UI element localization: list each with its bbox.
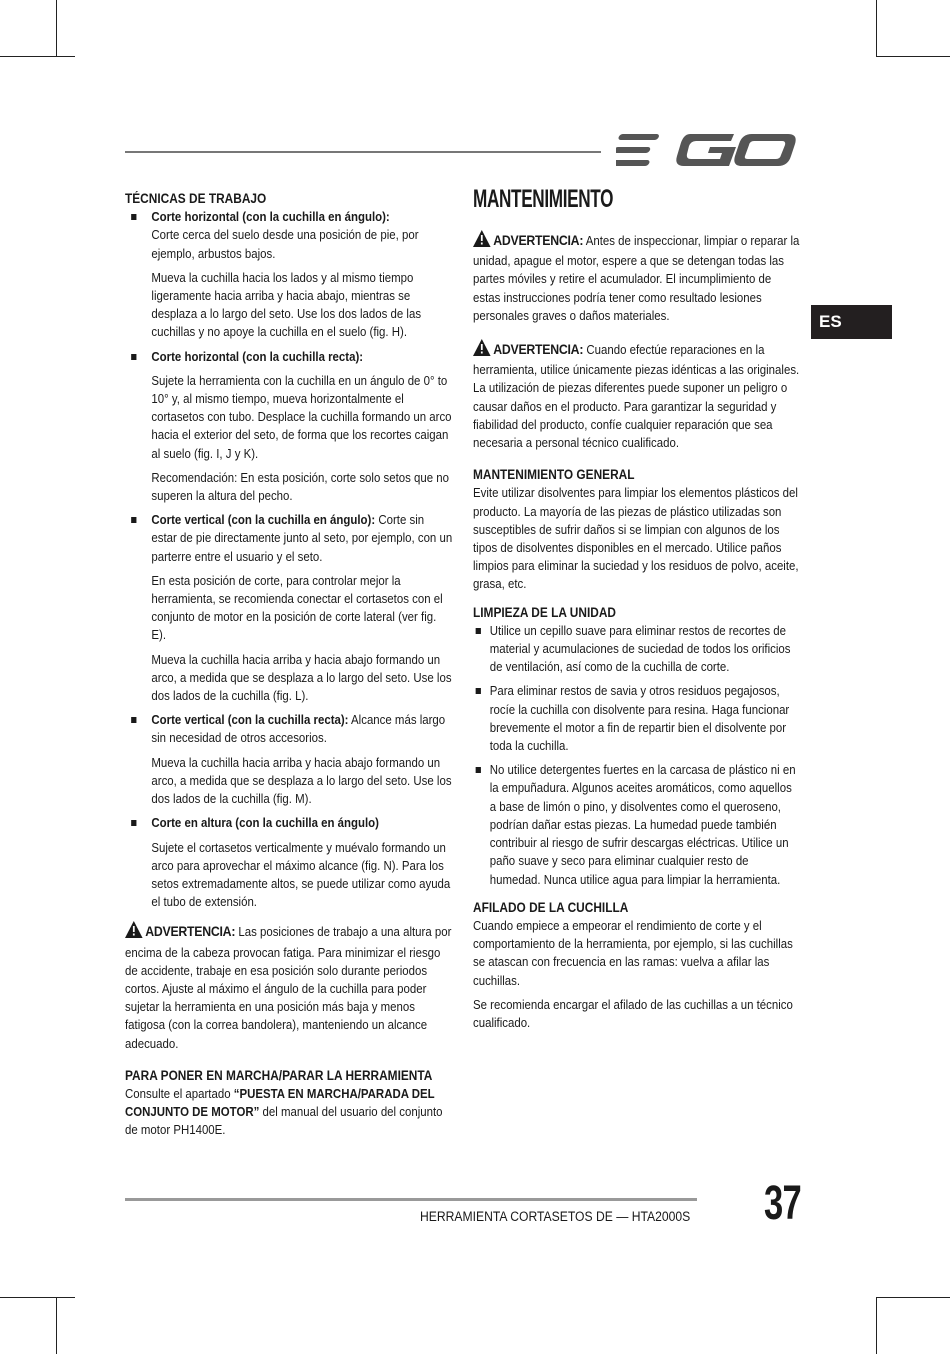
crop-mark (56, 1297, 57, 1354)
footer-title: HERRAMIENTA CORTASETOS DE — HTA2000S (420, 1209, 691, 1224)
paragraph: En esta posición de corte, para controlar mejor la herramienta, se recomienda conectar el cortasetos con el conjunto de motor en la posición de corte lateral (ver fig. E). (151, 572, 443, 643)
warning-icon (473, 339, 491, 361)
text: Consulte el apartado (125, 1085, 231, 1101)
paragraph: Se recomienda encargar el afilado de las cuchillas a un técnico cualificado. (473, 996, 793, 1030)
list-item (125, 711, 452, 747)
left-column (125, 190, 452, 1140)
warning-text: Las posiciones de trabajo a una altura por encima de la cabeza provocan fatiga. Para minimizar el riesgo de accidente, trabaje en esa posición solo durante periodos cortos. Ajuste al máximo el ángulo de la cuchilla para poder sujetar la herramienta en una posición más baja y menos fatigosa (con la correa bandolera), manteniendo un alcance adecuado. (125, 924, 452, 1051)
text-bold: “PUESTA EN MARCHA/PARADA DEL CONJUNTO DE MOTOR” (125, 1085, 435, 1120)
list-item (473, 622, 800, 677)
warning-text: Antes de inspeccionar, limpiar o reparar la unidad, apague el motor, espere a que se detengan todas las partes móviles y retire el acumulador. El incumplimiento de estas instrucciones podría tener como resultado lesiones personales graves o daños materiales. (473, 233, 800, 323)
language-tab: ES (811, 305, 892, 339)
warning-label: ADVERTENCIA: (145, 923, 236, 940)
section-heading: LIMPIEZA DE LA UNIDAD (473, 604, 616, 620)
item-title: Corte en altura (con la cuchilla en ángulo) (151, 815, 379, 831)
list-item (125, 348, 452, 366)
item-text: Utilice un cepillo suave para eliminar restos de recortes de material y acumulaciones de suciedad de todos los orificios de ventilación, así como de la cuchilla de corte. (489, 622, 791, 675)
bullet-icon (476, 628, 481, 634)
right-column (473, 185, 800, 1032)
paragraph (125, 1085, 452, 1140)
item-title: Corte vertical (con la cuchilla en ángulo): (151, 512, 376, 528)
warning-text: Cuando efectúe reparaciones en la herramienta, utilice únicamente piezas idénticas a las originales. La utilización de piezas diferentes puede suponer un peligro o causar daños en el producto. Para garantizar la seguridad y fiabilidad del producto, confíe cualquier reparación que sea necesaria a personal técnico cualificado. (473, 342, 800, 451)
paragraph: Recomendación: En esta posición, corte solo setos que no superen la altura del pecho. (151, 469, 450, 504)
item-title: Corte horizontal (con la cuchilla recta): (151, 348, 364, 364)
list-item (125, 208, 452, 263)
item-text: Corte sin estar de pie directamente junto al seto, por ejemplo, con un parterre entre el usuario y el seto. (151, 512, 453, 564)
section-heading: MANTENIMIENTO GENERAL (473, 467, 635, 483)
page-number: 37 (764, 1177, 802, 1230)
bullet-icon (131, 717, 136, 723)
item-text: Para eliminar restos de savia y otros residuos pegajosos, rocíe la cuchilla con disolvente para resina. Haga funcionar brevemente el motor a fin de repartir bien el disolvente por toda la cuchilla. (489, 683, 790, 754)
paragraph: Sujete el cortasetos verticalmente y muévalo formando un arco para aprovechar el máximo alcance (fig. N). Para los setos extremadamente altos, se puede utilizar como ayuda el tubo de extensión. (151, 839, 451, 910)
crop-mark (876, 0, 877, 56)
crop-mark (0, 1297, 75, 1298)
section-heading: TÉCNICAS DE TRABAJO (125, 191, 267, 206)
list-item (473, 682, 800, 755)
ego-logo (616, 128, 800, 177)
bullet-icon (476, 767, 481, 773)
item-title: Corte vertical (con la cuchilla recta): (151, 712, 349, 728)
paragraph: Mueva la cuchilla hacia los lados y al mismo tiempo ligeramente hacia arriba y hacia abajo, mientras se desplaza a lo largo del seto. Use los dos lados de las cuchillas y no apoye la cuchilla en el suelo (fig. H). (151, 269, 422, 340)
crop-mark (0, 56, 75, 57)
paragraph: Mueva la cuchilla hacia arriba y hacia abajo formando un arco, a medida que se desplaza a lo largo del seto. Use los dos lados de la cuchilla (fig. L). (151, 651, 452, 704)
header-rule (125, 151, 601, 153)
item-text: No utilice detergentes fuertes en la carcasa de plástico ni en la empuñadura. Algunos aceites aromáticos, como aquellos a base de limón o pino, y disolventes como el queroseno, podrían dañar estas piezas. La humedad puede también contribuir al riesgo de sufrir descargas eléctricas. Utilice un paño suave y seco para eliminar cualquier resto de humedad. Nunca utilice agua para limpiar la herramienta. (489, 762, 796, 887)
crop-mark (876, 56, 950, 57)
warning-label: ADVERTENCIA: (493, 232, 584, 248)
paragraph: Cuando empiece a empeorar el rendimiento de corte y el comportamiento de la herramienta, por ejemplo, si las cuchillas se atascan con frecuencia en las ramas: vuelva a afilar las cuchillas. (473, 917, 793, 988)
bullet-icon (476, 688, 481, 694)
item-text: Alcance más largo sin necesidad de otros accesorios. (151, 712, 446, 746)
bullet-icon (131, 214, 136, 220)
crop-mark (876, 1297, 950, 1298)
list-item (125, 814, 452, 832)
warning-block (473, 230, 800, 325)
warning-label: ADVERTENCIA: (493, 341, 584, 358)
paragraph: Evite utilizar disolventes para limpiar los elementos plásticos del producto. La mayoría de las piezas de plástico utilizadas son susceptibles de sufrir daños si se limpian con algunos de los tipos de disolventes disponibles en el mercado. Utilice paños limpios para eliminar la suciedad y los residuos de polvo, aceite, grasa, etc. (473, 485, 799, 592)
page-title: MANTENIMIENTO (473, 185, 614, 213)
warning-icon (473, 230, 491, 252)
crop-mark (56, 0, 57, 56)
item-title: Corte horizontal (con la cuchilla en ángulo): (151, 209, 390, 225)
warning-icon (125, 921, 143, 943)
paragraph: Mueva la cuchilla hacia arriba y hacia abajo formando un arco, a medida que se desplaza a lo largo del seto. Use los dos lados de la cuchilla (fig. M). (151, 754, 452, 807)
crop-mark (876, 1297, 877, 1354)
warning-block (125, 921, 452, 1052)
bullet-icon (131, 517, 136, 523)
item-text: Corte cerca del suelo desde una posición de pie, por ejemplo, arbustos bajos. (151, 227, 419, 261)
section-heading: AFILADO DE LA CUCHILLA (473, 899, 629, 915)
text: del manual del usuario del conjunto de motor PH1400E. (125, 1104, 443, 1138)
list-item (125, 511, 452, 566)
warning-block (473, 339, 800, 452)
bullet-icon (131, 820, 136, 826)
bullet-icon (131, 354, 136, 360)
footer-rule (125, 1198, 697, 1201)
paragraph: Sujete la herramienta con la cuchilla en un ángulo de 0° to 10° y, al mismo tiempo, mueva horizontalmente el cortasetos con tubo. Desplace la cuchilla formando un arco hacia el exterior del seto, de forma que los recortes caigan al suelo (fig. I, J y K). (151, 372, 452, 461)
list-item (473, 761, 800, 888)
section-heading: PARA PONER EN MARCHA/PARAR LA HERRAMIENTA (125, 1067, 433, 1083)
